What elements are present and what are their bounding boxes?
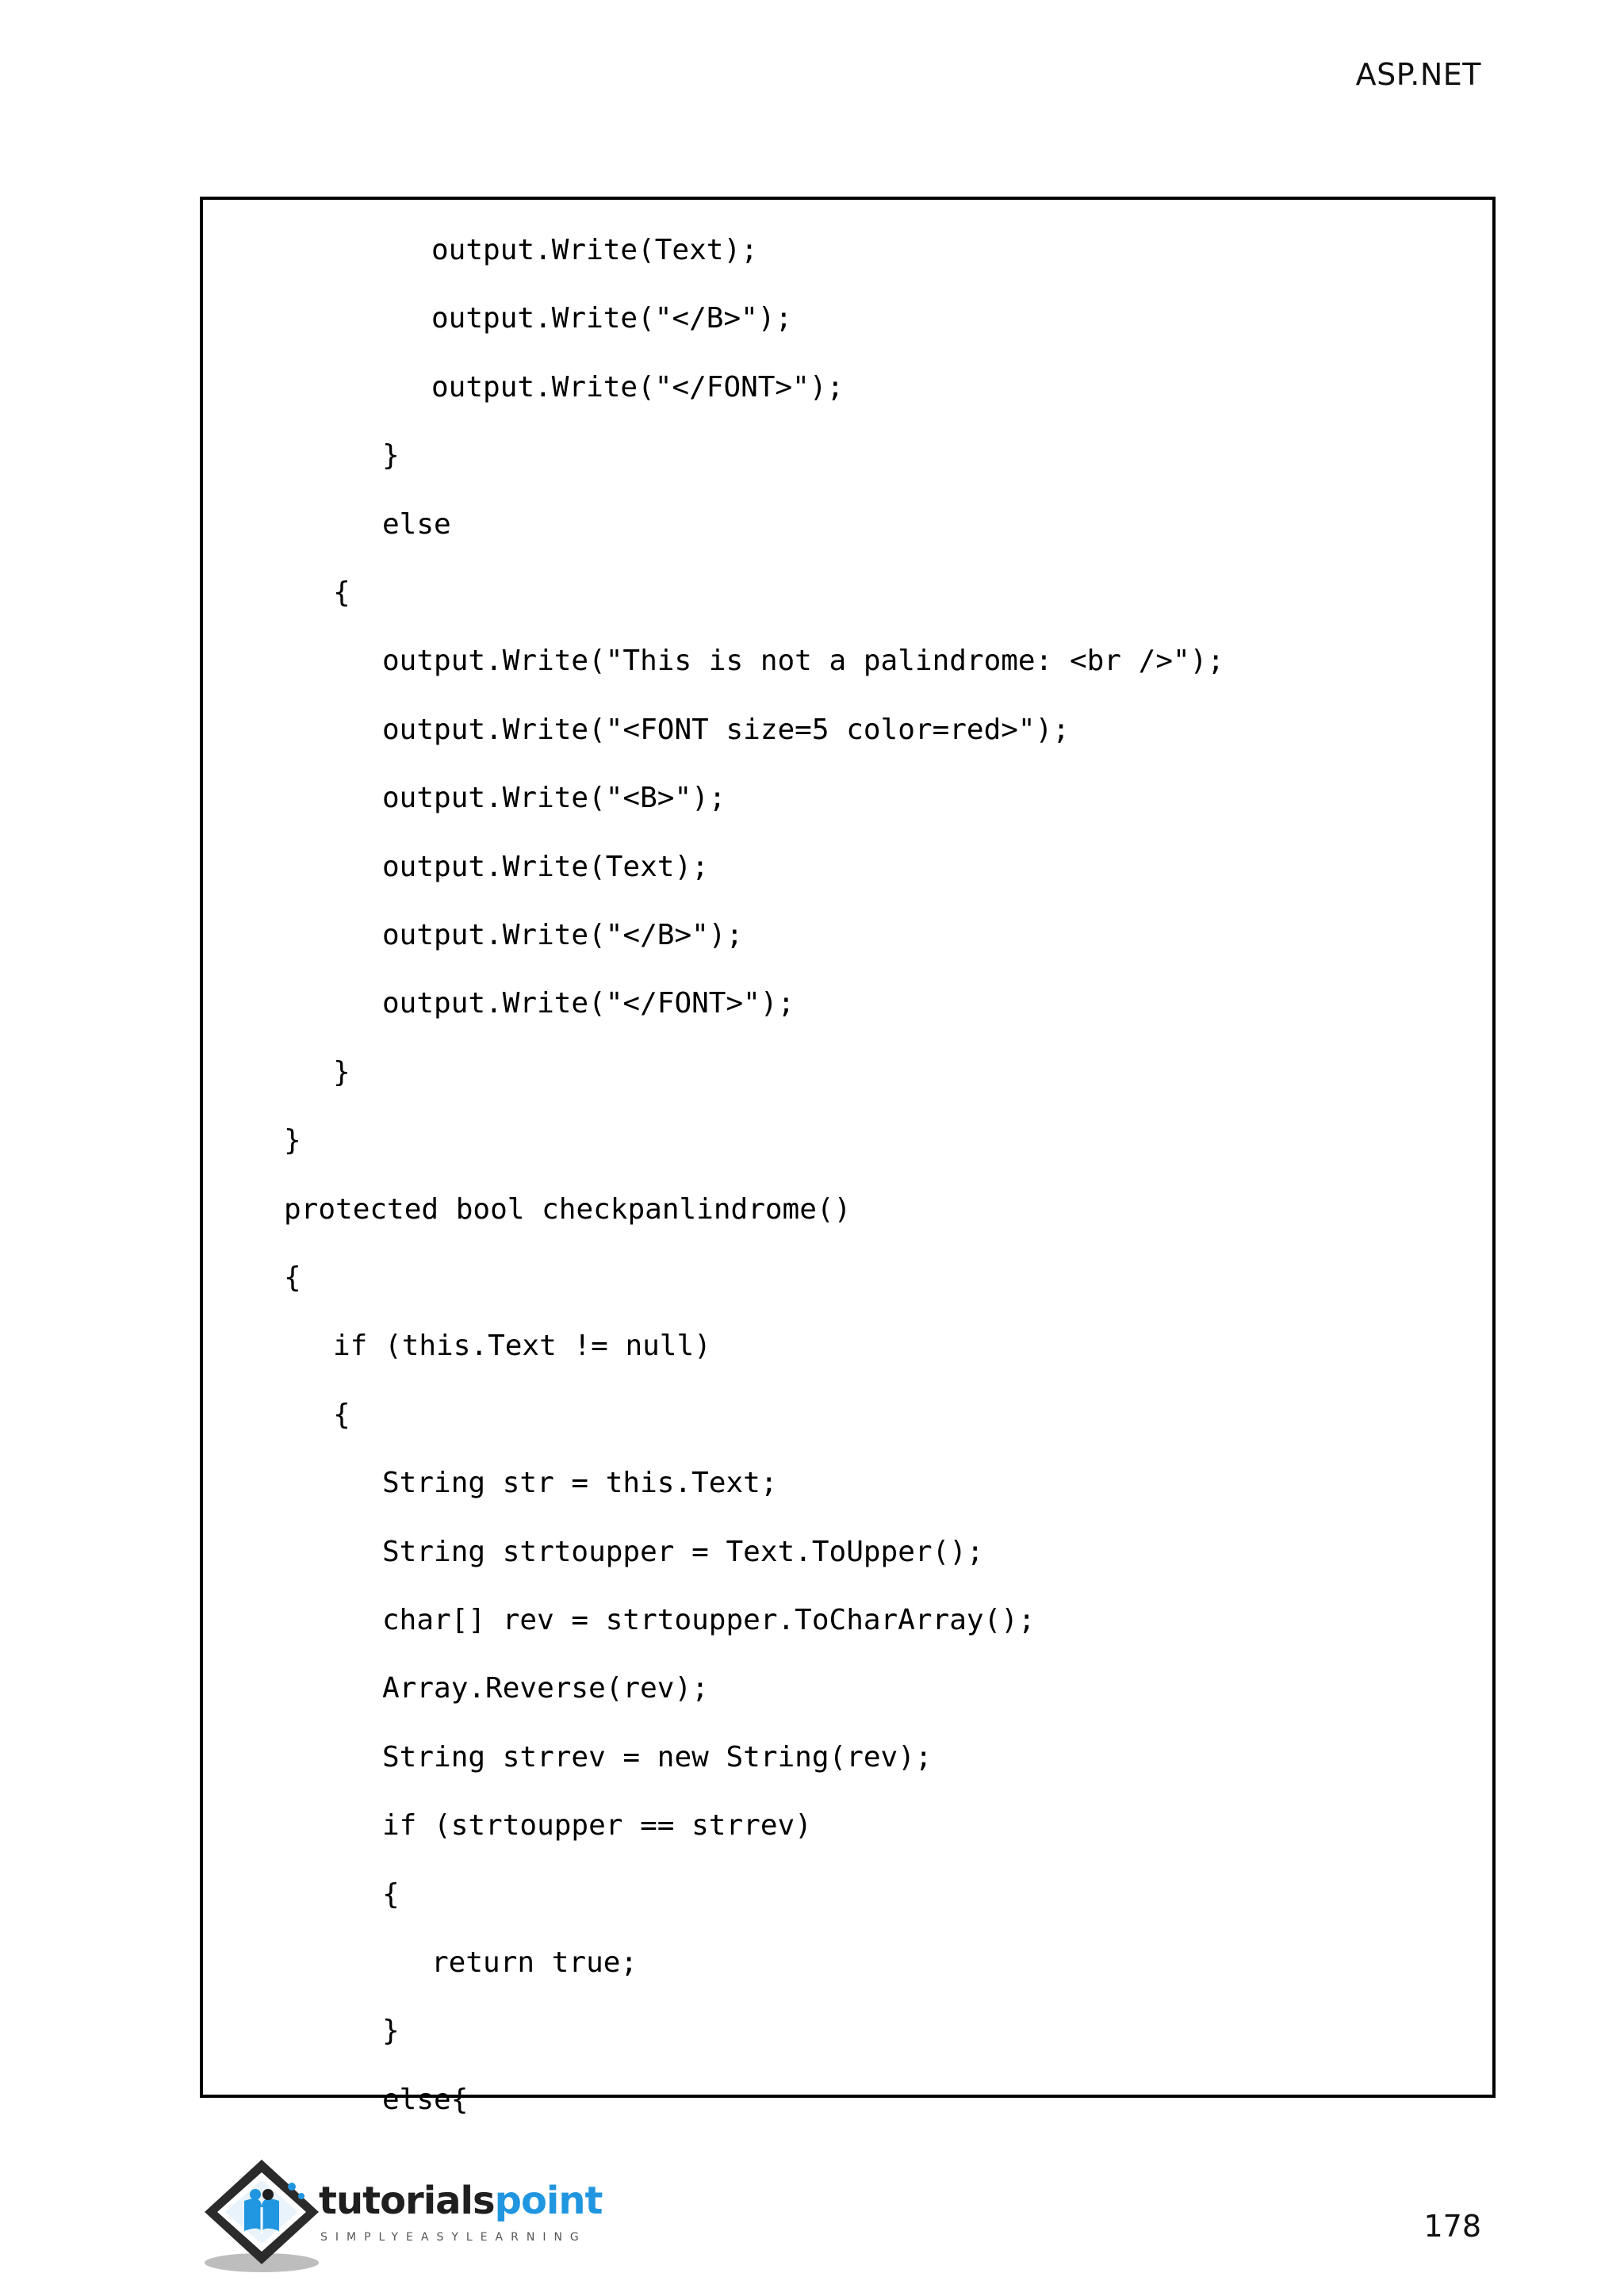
logo-wordmark: [319, 2179, 602, 2223]
tutorialspoint-diamond-logo-icon: [200, 2155, 335, 2274]
logo-word-point: point: [494, 2179, 603, 2223]
code-line: char[] rev = strtoupper.ToCharArray();: [382, 1604, 1036, 1636]
code-line: }: [284, 1124, 301, 1158]
code-line: output.Write("</B>");: [382, 919, 744, 951]
page-header-title: ASP.NET: [1355, 57, 1481, 92]
tutorialspoint-logo: [200, 2155, 612, 2274]
code-line: {: [284, 1261, 301, 1294]
code-line: output.Write("</FONT>");: [382, 987, 795, 1020]
code-line: output.Write("<FONT size=5 color=red>");: [382, 713, 1070, 746]
code-line: {: [382, 1877, 400, 1911]
code-listing: [200, 197, 1496, 2116]
code-line: }: [382, 2015, 400, 2048]
logo-word-tutorials: tutorials: [319, 2179, 495, 2223]
code-line: output.Write(Text);: [431, 234, 758, 266]
code-line: else: [382, 507, 451, 541]
code-line: protected bool checkpanlindrome(): [284, 1192, 852, 1226]
code-line: output.Write("</FONT>");: [431, 370, 845, 404]
code-line: }: [333, 1055, 350, 1089]
page-number: 178: [1423, 2209, 1481, 2244]
code-line: output.Write("<B>");: [382, 782, 726, 815]
code-line: else{: [382, 2083, 469, 2116]
code-line: output.Write(Text);: [382, 850, 709, 883]
code-line: }: [382, 439, 400, 473]
code-line: {: [333, 1398, 350, 1431]
code-line: Array.Reverse(rev);: [382, 1672, 709, 1705]
code-line: if (strtoupper == strrev): [382, 1809, 812, 1843]
code-line: String strtoupper = Text.ToUpper();: [382, 1535, 984, 1568]
logo-tagline: SIMPLYEASYLEARNING: [320, 2231, 587, 2244]
code-line: output.Write("This is not a palindrome: <br />");: [382, 645, 1225, 678]
code-line: String str = this.Text;: [382, 1467, 778, 1500]
code-line: String strrev = new String(rev);: [382, 1740, 933, 1774]
code-line: output.Write("</B>");: [431, 302, 793, 335]
code-line: return true;: [431, 1946, 638, 1979]
code-line: {: [333, 576, 350, 609]
code-line: if (this.Text != null): [333, 1330, 711, 1363]
